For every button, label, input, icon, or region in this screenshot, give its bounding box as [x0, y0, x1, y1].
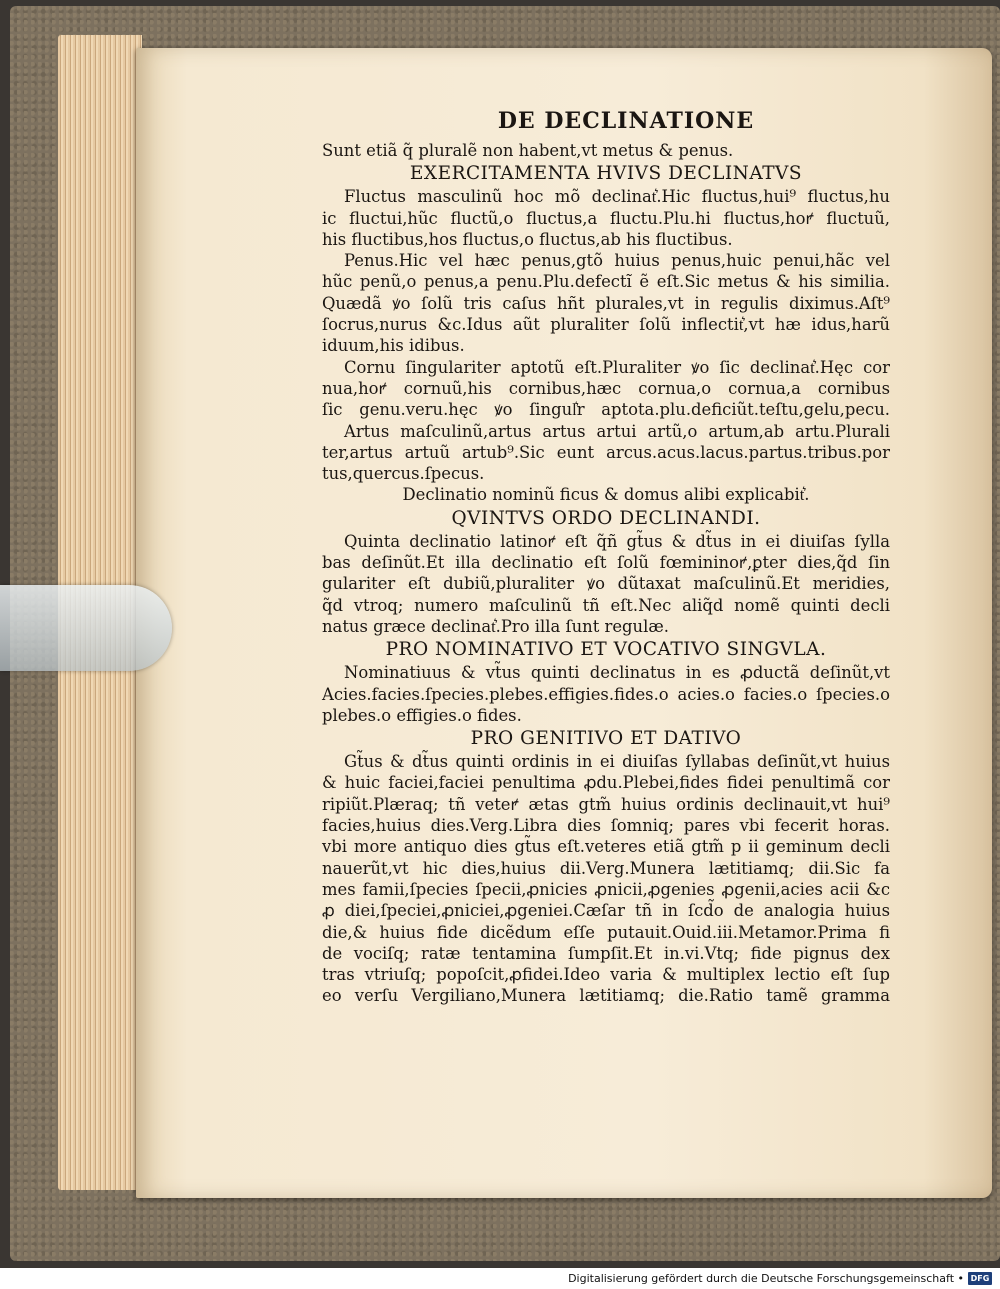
text-line: die,& huius fide dicẽdum eſſe putauit.Ouid.iii.Metamor.Prima fi: [322, 922, 890, 942]
text-line: ripiũt.Plæraq; tñ veteꝵ ætas gtm̃ huius ordinis declinauit,vt hui⁹: [322, 794, 890, 814]
text-line: his fluctibus,hos fluctus,o fluctus,ab his fluctibus.: [322, 229, 733, 249]
text-line: ter,artus artuũ artub⁹.Sic eunt arcus.acus.lacus.partus.tribus.por: [322, 442, 890, 462]
text-line: hũc penũ,o penus,a penu.Plu.defectĩ ẽ eſt.Sic metus & his similia.: [322, 272, 890, 292]
text-line: eo verſu Vergiliano,Munera lætitiamq; die.Ratio tamẽ gramma: [322, 986, 890, 1006]
text-line: Acies.facies.ſpecies.plebes.effigies.fides.o acies.o facies.o ſpecies.o: [322, 684, 890, 704]
text-line: tus,quercus.ſpecus.: [322, 464, 485, 484]
text-line: mes famii,ſpecies ſpecii,ꝓnicies ꝓnicii,ꝓgenies ꝓgenii,acies acii &c: [322, 879, 890, 899]
text-line: natus græce declinat͛.Pro illa ſunt regulæ.: [322, 616, 669, 636]
text-line: ꝓ diei,ſpeciei,ꝓniciei,ꝓgeniei.Cæſar tñ in ſcd̃o de analogia huius: [322, 901, 890, 921]
text-line: tras vtriuſq; popoſcit,ꝓfidei.Ideo varia & multiplex lectio eſt ſup: [322, 965, 890, 985]
text-line: Artus maſculinũ,artus artus artui artũ,o artum,ab artu.Plurali: [344, 421, 890, 441]
text-lines: [322, 140, 890, 1007]
text-line: Quædã ꝟo ſolũ tris caſus hñt plurales,vt in regulis diximus.Aſt⁹: [322, 293, 890, 313]
text-line: Penus.Hic vel hæc penus,gtõ huius penus,huic penui,hãc vel: [344, 251, 890, 271]
text-line: Declinatio nominũ ficus & domus alibi explicabit͛.: [402, 485, 810, 505]
text-line: q̃d vtroq; numero maſculinũ tñ eſt.Nec aliq̃d nomẽ quinti decli: [322, 595, 890, 615]
text-line: vbi more antiquo dies gt̃us eſt.veteres etiã gtm̃ p ii geminum decli: [322, 837, 890, 857]
text-line: iduum,his idibus.: [322, 336, 465, 356]
text-line: ſocrus,nurus &c.Idus aũt pluraliter ſolũ inflectit͛,vt hæ idus,harũ: [322, 315, 890, 335]
text-line: nua,hoꝵ cornuũ,his cornibus,hæc cornua,o cornua,a cornibus: [322, 378, 890, 398]
footer-credit-text: Digitalisierung gefördert durch die Deutsche Forschungsgemeinschaft •: [568, 1272, 964, 1285]
text-line: Fluctus masculinũ hoc mõ declinat͛.Hic fluctus,hui⁹ fluctus,hu: [344, 187, 890, 207]
text-line: & huic faciei,faciei penultima ꝓdu.Plebei,fides fidei penultimã cor: [322, 773, 890, 793]
running-head: DE DECLINATIONE: [497, 108, 755, 134]
section-heading: QVINTVS ORDO DECLINANDI.: [451, 507, 761, 529]
text-line: ſic genu.veru.hęc ꝟo ſingul͛r aptota.plu.deficiũt.teſtu,gelu,pecu.: [322, 400, 890, 420]
text-line: Sunt etiã q̃ pluralẽ non habent,vt metus & penus.: [322, 141, 734, 160]
text-line: de vociſq; ratæ tentamina ſumpſit.Et in.vi.Vtq; fide pignus dex: [322, 943, 890, 963]
footer-credit-bar: [568, 1270, 992, 1287]
text-line: Gt̃us & dt̃us quinti ordinis in ei diuiſas ſyllabas deſinũt,vt huius: [344, 752, 890, 772]
text-line: Nominatiuus & vt̃us quinti declinatus in es ꝓductã deſinũt,vt: [344, 663, 890, 683]
dfg-logo-icon: DFG: [968, 1272, 992, 1285]
text-line: ic fluctui,hũc fluctũ,o fluctus,a fluctu.Plu.hi fluctus,hoꝵ fluctuũ,: [322, 208, 890, 228]
text-line: Cornu ſingulariter aptotũ eſt.Pluraliter ꝟo ſic declinat͛.Hęc cor: [344, 357, 890, 377]
text-line: nauerũt,vt hic dies,huius dii.Verg.Munera lætitiamq; dii.Sic fa: [322, 858, 890, 878]
section-heading: EXERCITAMENTA HVIVS DECLINATVS: [409, 163, 803, 185]
text-line: facies,huius dies.Verg.Libra dies ſomniq; pares vbi fecerit horas.: [322, 816, 890, 836]
text-line: Quinta declinatio latinoꝵ eſt q̃ñ gt̃us & dt̃us in ei diuiſas ſylla: [344, 531, 890, 551]
printed-text-block: [322, 108, 890, 1007]
section-heading: PRO GENITIVO ET DATIVO: [470, 728, 742, 750]
page-clip: [0, 585, 172, 671]
text-line: gulariter eſt dubiũ,pluraliter ꝟo dũtaxat maſculinũ.Et meridies,: [322, 574, 890, 594]
section-heading: PRO NOMINATIVO ET VOCATIVO SINGVLA.: [385, 639, 827, 661]
text-line: plebes.o effigies.o fides.: [322, 705, 522, 725]
text-line: bas deſinũt.Et illa declinatio eſt ſolũ fœmininoꝵ,ꝑter dies,q̃d ſin: [322, 553, 890, 573]
